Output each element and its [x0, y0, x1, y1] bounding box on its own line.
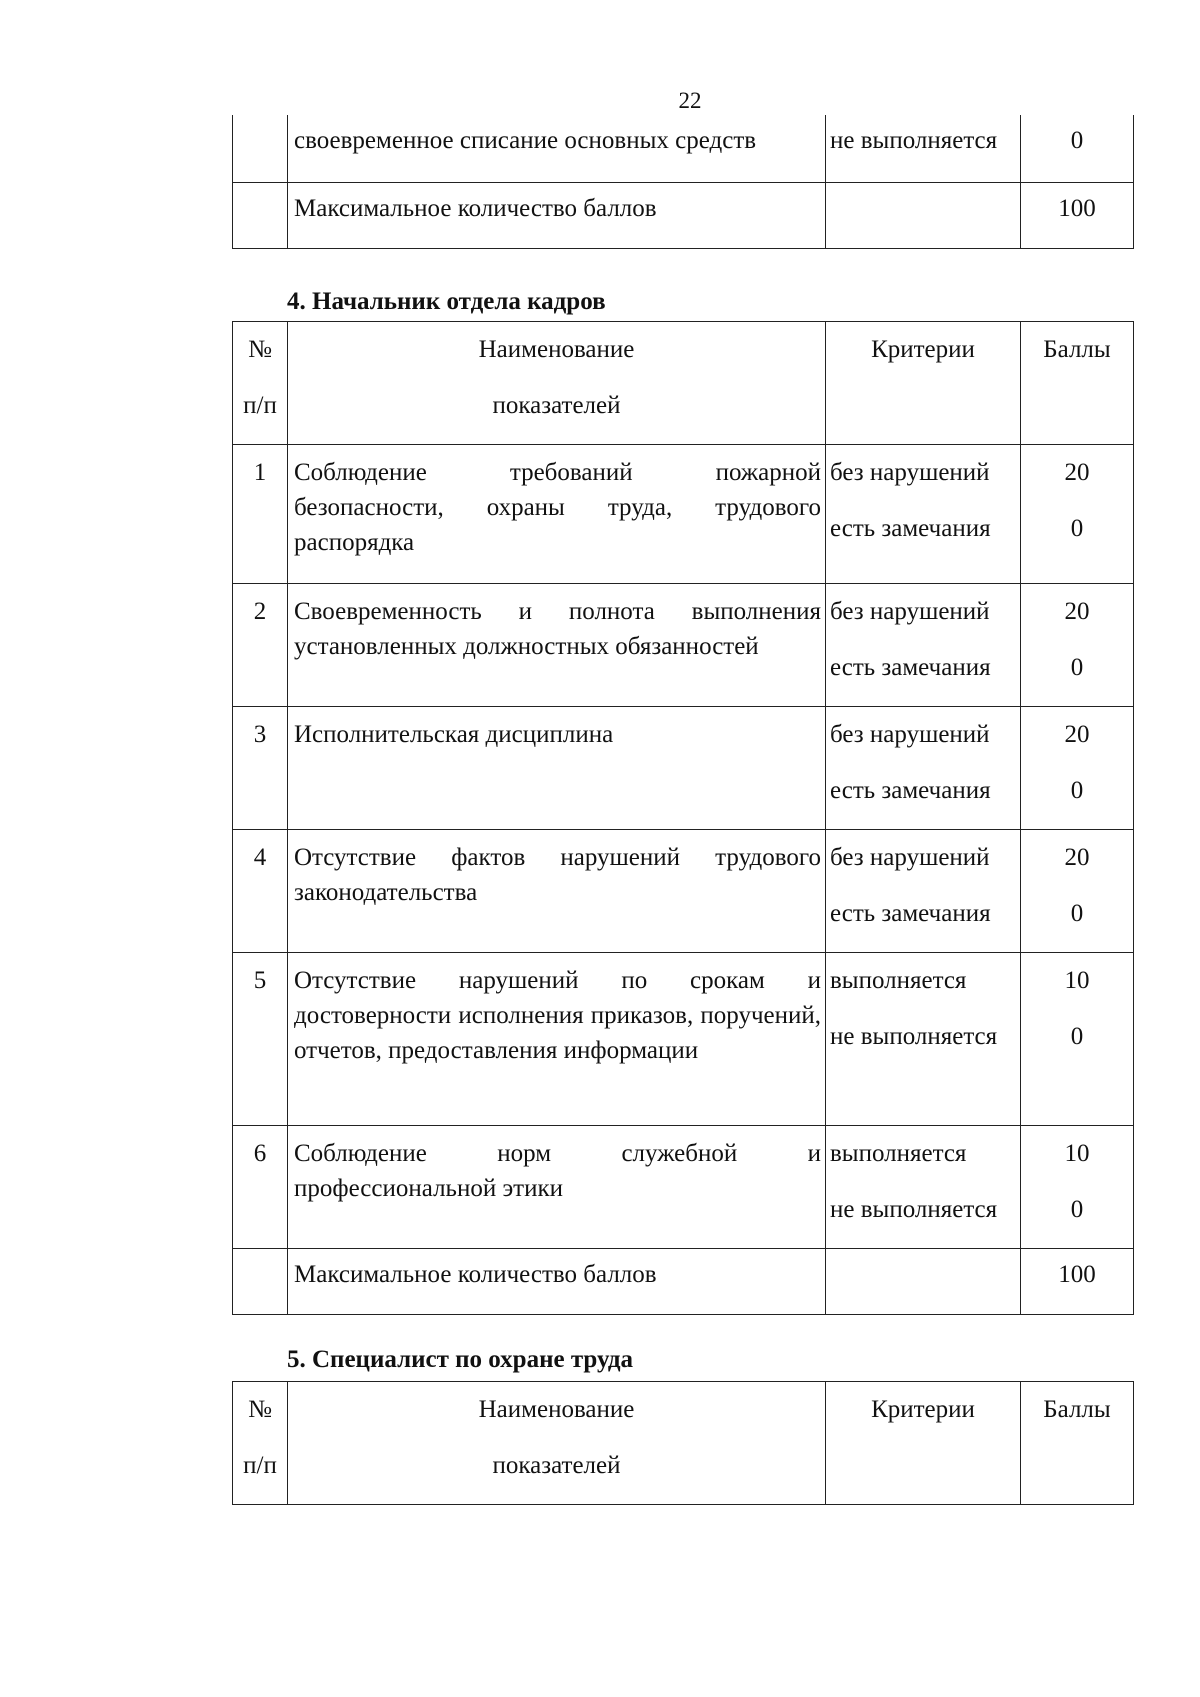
table-row — [233, 707, 1134, 830]
criteria-value: без нарушений — [830, 598, 990, 625]
criteria-value: есть замечания — [830, 515, 991, 542]
total-points: 100 — [1021, 1249, 1134, 1315]
criteria-value: есть замечания — [830, 777, 991, 804]
points-cell — [1021, 953, 1134, 1126]
row-number: 2 — [233, 584, 288, 707]
page-number: 22 — [678, 88, 702, 113]
criteria-cell — [826, 182, 1021, 248]
total-row — [233, 1249, 1134, 1315]
points-cell — [1021, 584, 1134, 707]
points-value: 0 — [1070, 1196, 1084, 1223]
indicator-name: Исполнительская дисциплина — [288, 707, 826, 830]
criteria-cell — [826, 445, 1021, 584]
criteria-cell — [826, 115, 1021, 182]
points-value: 0 — [1070, 900, 1084, 927]
table-row — [233, 115, 1134, 182]
indicator-name: Соблюдение норм служебной и профессиональной этики — [288, 1126, 826, 1249]
header-row — [233, 1382, 1134, 1505]
points-cell — [1021, 830, 1134, 953]
criteria-value: не выполняется — [830, 127, 998, 154]
header-points: Баллы — [1021, 322, 1134, 445]
total-label: Максимальное количество баллов — [288, 182, 826, 248]
section-heading: 5. Специалист по охране труда — [287, 1346, 634, 1373]
header-points: Баллы — [1021, 1382, 1134, 1505]
header-criteria: Критерии — [826, 1382, 1021, 1505]
header-row — [233, 322, 1134, 445]
header-name: Наименование показателей — [288, 322, 826, 445]
points-value: 0 — [1070, 515, 1084, 542]
table-row — [233, 953, 1134, 1126]
row-number: 1 — [233, 445, 288, 584]
criteria-value: есть замечания — [830, 654, 991, 681]
row-number — [233, 1249, 288, 1315]
criteria-cell — [826, 1249, 1021, 1315]
section5-table — [232, 1381, 1134, 1505]
criteria-value: выполняется — [830, 967, 967, 994]
row-number: 6 — [233, 1126, 288, 1249]
header-criteria: Критерии — [826, 322, 1021, 445]
section-heading: 4. Начальник отдела кадров — [287, 288, 606, 315]
header-number: № п/п — [233, 1382, 288, 1505]
points-value: 20 — [1064, 459, 1090, 486]
continuation-table — [232, 115, 1134, 249]
header-name: Наименование показателей — [288, 1382, 826, 1505]
criteria-value: без нарушений — [830, 844, 990, 871]
points-value: 20 — [1064, 598, 1090, 625]
criteria-value: не выполняется — [830, 1023, 998, 1050]
criteria-cell — [826, 953, 1021, 1126]
criteria-cell — [826, 707, 1021, 830]
table-row — [233, 830, 1134, 953]
table-row — [233, 445, 1134, 584]
criteria-value: без нарушений — [830, 721, 990, 748]
indicator-name: своевременное списание основных средств — [288, 115, 826, 182]
criteria-value: не выполняется — [830, 1196, 998, 1223]
row-number: 5 — [233, 953, 288, 1126]
indicator-name: Своевременность и полнота выполнения установленных должностных обязанностей — [288, 584, 826, 707]
criteria-cell — [826, 584, 1021, 707]
indicator-name: Отсутствие нарушений по срокам и достоверности исполнения приказов, поручений, отчетов, предоставления информации — [288, 953, 826, 1126]
criteria-cell — [826, 1126, 1021, 1249]
points-cell — [1021, 707, 1134, 830]
row-number: 4 — [233, 830, 288, 953]
points-value: 10 — [1064, 1140, 1090, 1167]
points-value: 0 — [1070, 654, 1084, 681]
header-number: № п/п — [233, 322, 288, 445]
points-value: 10 — [1064, 967, 1090, 994]
table-row — [233, 1126, 1134, 1249]
points-value: 0 — [1070, 1023, 1084, 1050]
points-cell — [1021, 115, 1134, 182]
criteria-value: без нарушений — [830, 459, 990, 486]
row-number — [233, 182, 288, 248]
row-number — [233, 115, 288, 182]
points-cell — [1021, 1126, 1134, 1249]
indicator-name: Соблюдение требований пожарной безопасности, охраны труда, трудового распорядка — [288, 445, 826, 584]
points-value: 0 — [1070, 127, 1084, 154]
total-row — [233, 182, 1134, 248]
criteria-value: выполняется — [830, 1140, 967, 1167]
points-cell — [1021, 445, 1134, 584]
criteria-value: есть замечания — [830, 900, 991, 927]
table-row — [233, 584, 1134, 707]
points-value: 0 — [1070, 777, 1084, 804]
points-value: 20 — [1064, 721, 1090, 748]
indicator-name: Отсутствие фактов нарушений трудового законодательства — [288, 830, 826, 953]
criteria-cell — [826, 830, 1021, 953]
total-points: 100 — [1021, 182, 1134, 248]
points-value: 20 — [1064, 844, 1090, 871]
row-number: 3 — [233, 707, 288, 830]
total-label: Максимальное количество баллов — [288, 1249, 826, 1315]
section4-table — [232, 321, 1134, 1315]
